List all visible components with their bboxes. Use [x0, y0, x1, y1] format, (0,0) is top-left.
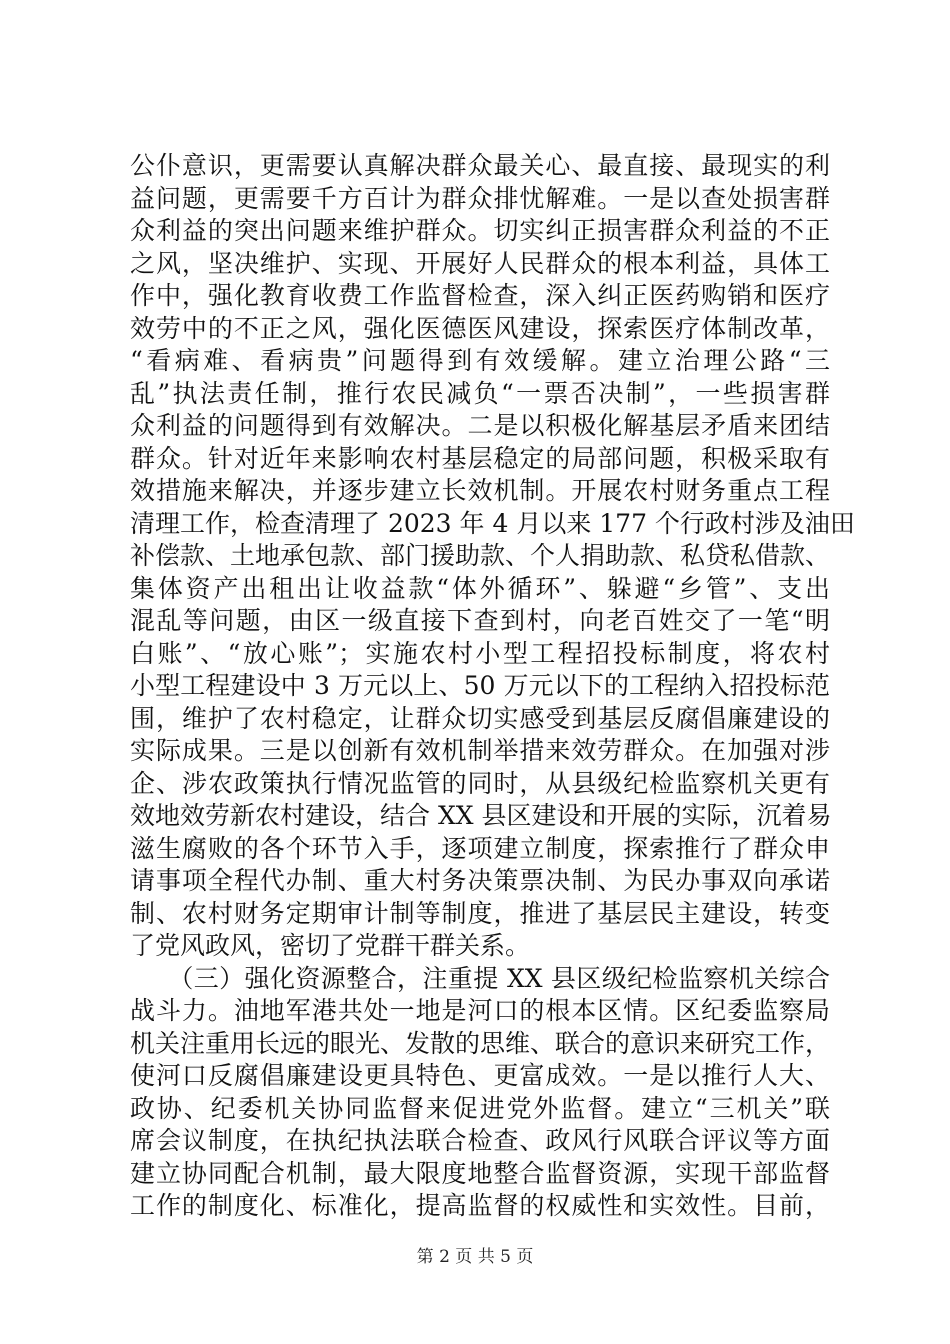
text-line: 白账”、“放心账”；实施农村小型工程招投标制度，将农村: [130, 638, 830, 668]
text-line: 补偿款、土地承包款、部门援助款、个人捐助款、私贷私借款、: [130, 541, 831, 570]
text-line: 请事项全程代办制、重大村务决策票决制、为民办事双向承诺: [130, 866, 830, 895]
text-line: 战斗力。油地军港共处一地是河口的根本区情。区纪委监察局: [130, 996, 830, 1025]
text-line: 政协、纪委机关协同监督来促进党外监督。建立“三机关”联: [130, 1093, 830, 1123]
text-line: 企、涉农政策执行情况监管的同时，从县级纪检监察机关更有: [130, 768, 830, 798]
text-line: 效劳中的不正之风，强化医德医风建设，探索医疗体制改革，: [130, 313, 830, 343]
text-line: 集体资产出租出让收益款“体外循环”、躲避“乡管”、支出: [130, 573, 830, 603]
text-line: 群众。针对近年来影响农村基层稳定的局部问题，积极采取有: [130, 443, 830, 473]
text-line: 围，维护了农村稳定，让群众切实感受到基层反腐倡廉建设的: [130, 703, 830, 733]
text-line: 乱”执法责任制，推行农民减负“一票否决制”，一些损害群: [130, 378, 830, 408]
text-line: 作中，强化教育收费工作监督检查，深入纠正医药购销和医疗: [130, 281, 830, 310]
text-line: 机关注重用长远的眼光、发散的思维、联合的意识来研究工作，: [130, 1028, 831, 1058]
text-line: 混乱等问题，由区一级直接下查到村，向老百姓交了一笔“明: [130, 606, 830, 635]
text-line: 使河口反腐倡廉建设更具特色、更富成效。一是以推行人大、: [130, 1061, 830, 1090]
text-line: 众利益的突出问题来维护群众。切实纠正损害群众利益的不正: [130, 216, 830, 245]
text-line: 公仆意识，更需要认真解决群众最关心、最直接、最现实的利: [130, 151, 830, 180]
section-heading-line: （三）强化资源整合，注重提 XX 县区级纪检监察机关综合: [130, 963, 830, 993]
text-line: 之风，坚决维护、实现、开展好人民群众的根本利益，具体工: [130, 248, 830, 278]
text-line: 小型工程建设中 3 万元以上、50 万元以下的工程纳入招投标范: [130, 671, 830, 700]
text-line: 效措施来解决，并逐步建立长效机制。开展农村财务重点工程: [130, 476, 830, 505]
text-line: 工作的制度化、标准化，提高监督的权威性和实效性。目前，: [130, 1191, 830, 1220]
text-line: 了党风政风，密切了党群干群关系。: [130, 931, 531, 960]
page-number-footer: 第 2 页 共 5 页: [416, 1247, 534, 1267]
text-line: 清理工作，检查清理了 2023 年 4 月以来 177 个行政村涉及油田: [130, 508, 855, 538]
text-line: 建立协同配合机制，最大限度地整合监督资源，实现干部监督: [130, 1158, 830, 1188]
text-line: 实际成果。三是以创新有效机制举措来效劳群众。在加强对涉: [130, 736, 830, 765]
document-body: [130, 150, 855, 1223]
text-line: 众利益的问题得到有效解决。二是以积极化解基层矛盾来团结: [130, 411, 830, 440]
text-line: 益问题，更需要千方百计为群众排忧解难。一是以查处损害群: [130, 183, 830, 213]
text-line: “看病难、看病贵”问题得到有效缓解。建立治理公路“三: [130, 346, 830, 375]
text-line: 滋生腐败的各个环节入手，逐项建立制度，探索推行了群众申: [130, 833, 830, 863]
text-line: 制、农村财务定期审计制等制度，推进了基层民主建设，转变: [130, 898, 830, 928]
text-line: 席会议制度，在执纪执法联合检查、政风行风联合评议等方面: [130, 1126, 830, 1155]
text-line: 效地效劳新农村建设，结合 XX 县区建设和开展的实际，沉着易: [130, 801, 832, 830]
